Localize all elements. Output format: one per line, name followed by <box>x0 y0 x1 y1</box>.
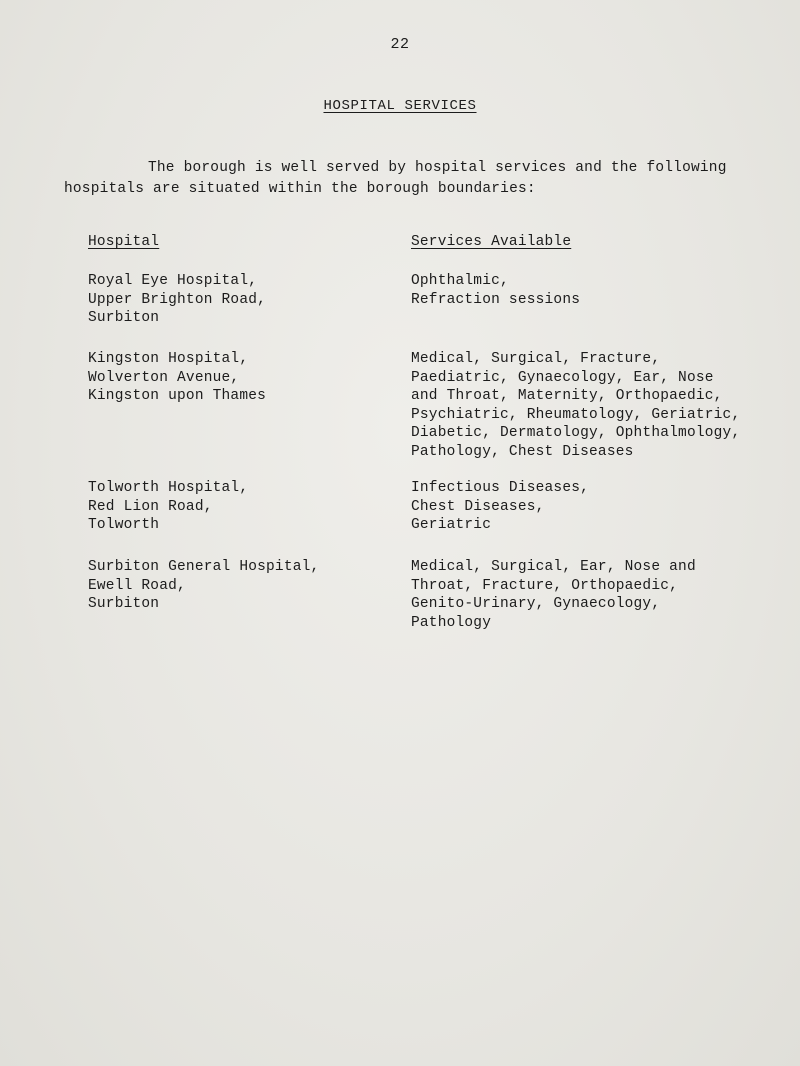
hospital-line: Kingston Hospital, <box>88 351 249 367</box>
services-line: Diabetic, Dermatology, Ophthalmology, <box>411 425 741 441</box>
services-line: Pathology <box>411 614 492 631</box>
column-header-services-text: Services Available <box>411 234 572 250</box>
services-line: Psychiatric, Rheumatology, Geriatric, <box>411 406 741 423</box>
hospital-line: Wolverton Avenue, <box>88 369 240 386</box>
hospital-line: Surbiton General Hospital, <box>88 559 320 575</box>
hospital-address <box>88 558 398 614</box>
services-list <box>411 479 791 535</box>
hospital-address <box>88 350 398 406</box>
page-number: 22 <box>390 36 410 53</box>
hospital-line: Upper Brighton Road, <box>88 291 267 308</box>
section-title-text: HOSPITAL SERVICES <box>323 98 477 114</box>
services-list <box>411 558 791 632</box>
services-list <box>411 350 791 461</box>
hospital-address <box>88 479 398 535</box>
hospital-line: Surbiton <box>88 310 160 326</box>
services-line: Medical, Surgical, Ear, Nose and <box>411 559 696 575</box>
services-line: Pathology, Chest Diseases <box>411 443 634 460</box>
hospital-line: Surbiton <box>88 596 160 612</box>
intro-paragraph <box>64 158 774 200</box>
services-line: Ophthalmic, <box>411 273 509 289</box>
services-line: Geriatric <box>411 517 492 533</box>
intro-line-2: hospitals are situated within the borough boundaries: <box>64 181 536 197</box>
hospital-line: Red Lion Road, <box>88 498 213 515</box>
services-line: Throat, Fracture, Orthopaedic, <box>411 577 679 594</box>
column-header-hospital <box>88 234 159 250</box>
services-line: Refraction sessions <box>411 291 581 308</box>
hospital-line: Kingston upon Thames <box>88 388 267 404</box>
section-title <box>0 98 800 114</box>
column-header-hospital-text: Hospital <box>88 234 160 250</box>
services-line: Paediatric, Gynaecology, Ear, Nose <box>411 369 714 386</box>
hospital-line: Ewell Road, <box>88 577 186 594</box>
intro-line-1: The borough is well served by hospital services and the following <box>148 160 727 176</box>
services-line: and Throat, Maternity, Orthopaedic, <box>411 388 723 404</box>
hospital-line: Tolworth Hospital, <box>88 480 249 496</box>
services-list <box>411 272 791 309</box>
services-line: Infectious Diseases, <box>411 480 590 496</box>
hospital-line: Tolworth <box>88 517 160 533</box>
hospital-address <box>88 272 398 328</box>
column-header-services <box>411 234 571 250</box>
services-line: Genito-Urinary, Gynaecology, <box>411 596 661 612</box>
services-line: Chest Diseases, <box>411 498 545 515</box>
services-line: Medical, Surgical, Fracture, <box>411 351 661 367</box>
hospital-line: Royal Eye Hospital, <box>88 273 258 289</box>
